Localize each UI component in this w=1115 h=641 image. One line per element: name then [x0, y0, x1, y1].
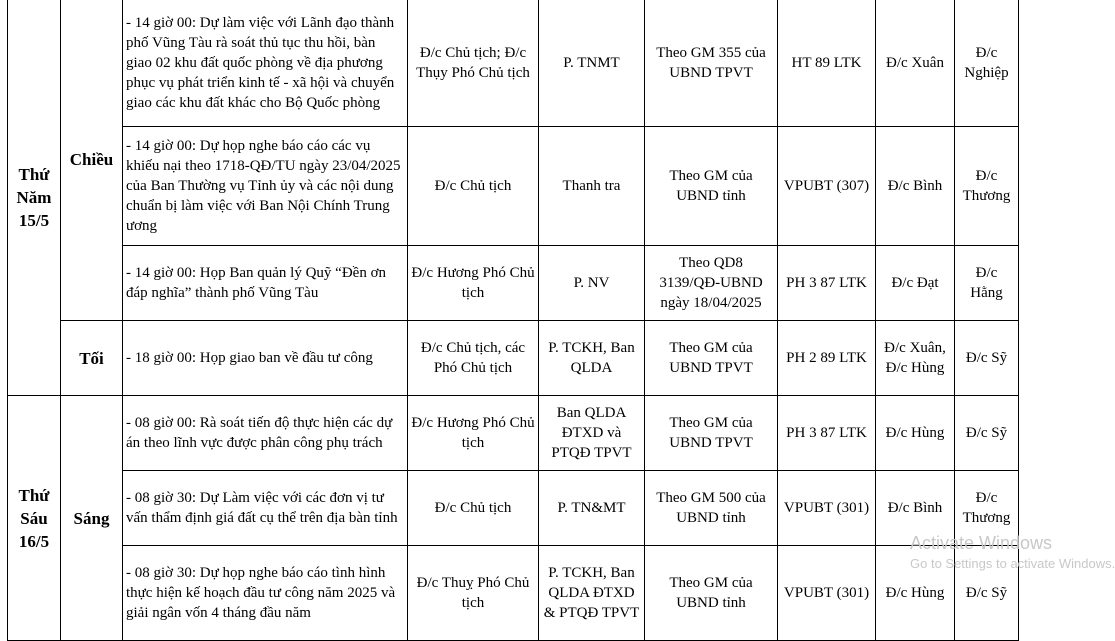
content-cell: - 08 giờ 00: Rà soát tiến độ thực hiện các dự án theo lĩnh vực được phân công phụ trách	[123, 396, 408, 471]
location-cell: PH 3 87 LTK	[778, 396, 876, 471]
prep-cell: P. NV	[539, 246, 645, 321]
prep-cell: P. TCKH, Ban QLDA	[539, 321, 645, 396]
location-cell: VPUBT (301)	[778, 471, 876, 546]
attend-cell: Đ/c Hùng	[876, 546, 955, 641]
basis-cell: Theo QD8 3139/QĐ-UBND ngày 18/04/2025	[645, 246, 778, 321]
location-cell: VPUBT (301)	[778, 546, 876, 641]
car-cell: Đ/c Sỹ	[955, 546, 1019, 641]
chair-cell: Đ/c Hương Phó Chủ tịch	[408, 396, 539, 471]
content-cell: - 08 giờ 30: Dự Làm việc với các đơn vị tư vấn thẩm định giá đất cụ thể trên địa bàn tỉnh	[123, 471, 408, 546]
period-cell-afternoon: Chiều	[61, 0, 123, 321]
location-cell: PH 3 87 LTK	[778, 246, 876, 321]
period-cell-evening: Tối	[61, 321, 123, 396]
schedule-table	[7, 0, 1019, 641]
table-row	[8, 471, 1019, 546]
day-cell-thursday: Thứ Năm 15/5	[8, 0, 61, 396]
prep-cell: Ban QLDA ĐTXD và PTQĐ TPVT	[539, 396, 645, 471]
basis-cell: Theo GM 355 của UBND TPVT	[645, 0, 778, 127]
attend-cell: Đ/c Xuân	[876, 0, 955, 127]
attend-cell: Đ/c Bình	[876, 471, 955, 546]
basis-cell: Theo GM của UBND TPVT	[645, 321, 778, 396]
car-cell: Đ/c Sỹ	[955, 396, 1019, 471]
prep-cell: P. TNMT	[539, 0, 645, 127]
attend-cell: Đ/c Hùng	[876, 396, 955, 471]
location-cell: VPUBT (307)	[778, 127, 876, 246]
content-cell: - 14 giờ 00: Dự họp nghe báo cáo các vụ khiếu nại theo 1718-QĐ/TU ngày 23/04/2025 của Ban Thường vụ Tỉnh ủy và các nội dung chuẩn bị làm việc với Ban Nội Chính Trung ương	[123, 127, 408, 246]
content-cell: - 18 giờ 00: Họp giao ban về đầu tư công	[123, 321, 408, 396]
chair-cell: Đ/c Chủ tịch, các Phó Chủ tịch	[408, 321, 539, 396]
chair-cell: Đ/c Chủ tịch	[408, 127, 539, 246]
basis-cell: Theo GM của UBND tỉnh	[645, 127, 778, 246]
watermark-subtitle: Go to Settings to activate Windows.	[910, 556, 1115, 571]
car-cell: Đ/c Thương	[955, 127, 1019, 246]
prep-cell: Thanh tra	[539, 127, 645, 246]
chair-cell: Đ/c Chủ tịch; Đ/c Thụy Phó Chủ tịch	[408, 0, 539, 127]
period-cell-morning: Sáng	[61, 396, 123, 641]
content-cell: - 14 giờ 00: Họp Ban quản lý Quỹ “Đền ơn đáp nghĩa” thành phố Vũng Tàu	[123, 246, 408, 321]
attend-cell: Đ/c Xuân, Đ/c Hùng	[876, 321, 955, 396]
chair-cell: Đ/c Chủ tịch	[408, 471, 539, 546]
prep-cell: P. TCKH, Ban QLDA ĐTXD & PTQĐ TPVT	[539, 546, 645, 641]
location-cell: HT 89 LTK	[778, 0, 876, 127]
table-row	[8, 396, 1019, 471]
car-cell: Đ/c Sỹ	[955, 321, 1019, 396]
prep-cell: P. TN&MT	[539, 471, 645, 546]
attend-cell: Đ/c Đạt	[876, 246, 955, 321]
car-cell: Đ/c Thương	[955, 471, 1019, 546]
attend-cell: Đ/c Bình	[876, 127, 955, 246]
basis-cell: Theo GM 500 của UBND tỉnh	[645, 471, 778, 546]
basis-cell: Theo GM của UBND TPVT	[645, 396, 778, 471]
chair-cell: Đ/c Thuỵ Phó Chủ tịch	[408, 546, 539, 641]
basis-cell: Theo GM của UBND tỉnh	[645, 546, 778, 641]
car-cell: Đ/c Nghiệp	[955, 0, 1019, 127]
table-row	[8, 546, 1019, 641]
location-cell: PH 2 89 LTK	[778, 321, 876, 396]
activation-watermark	[910, 532, 1115, 574]
car-cell: Đ/c Hằng	[955, 246, 1019, 321]
content-cell: - 14 giờ 00: Dự làm việc với Lãnh đạo thành phố Vũng Tàu rà soát thủ tục thu hồi, bàn giao 02 khu đất quốc phòng về địa phương phục vụ phát triển kinh tế - xã hội và chuyển giao các khu đất khác cho Bộ Quốc phòng	[123, 0, 408, 127]
table-row	[8, 0, 1019, 127]
table-row	[8, 246, 1019, 321]
chair-cell: Đ/c Hương Phó Chủ tịch	[408, 246, 539, 321]
table-row	[8, 127, 1019, 246]
watermark-title: Activate Windows	[910, 533, 1053, 553]
day-cell-friday: Thứ Sáu 16/5	[8, 396, 61, 641]
table-row	[8, 321, 1019, 396]
content-cell: - 08 giờ 30: Dự họp nghe báo cáo tình hình thực hiện kế hoạch đầu tư công năm 2025 và giải ngân vốn 4 tháng đầu năm	[123, 546, 408, 641]
